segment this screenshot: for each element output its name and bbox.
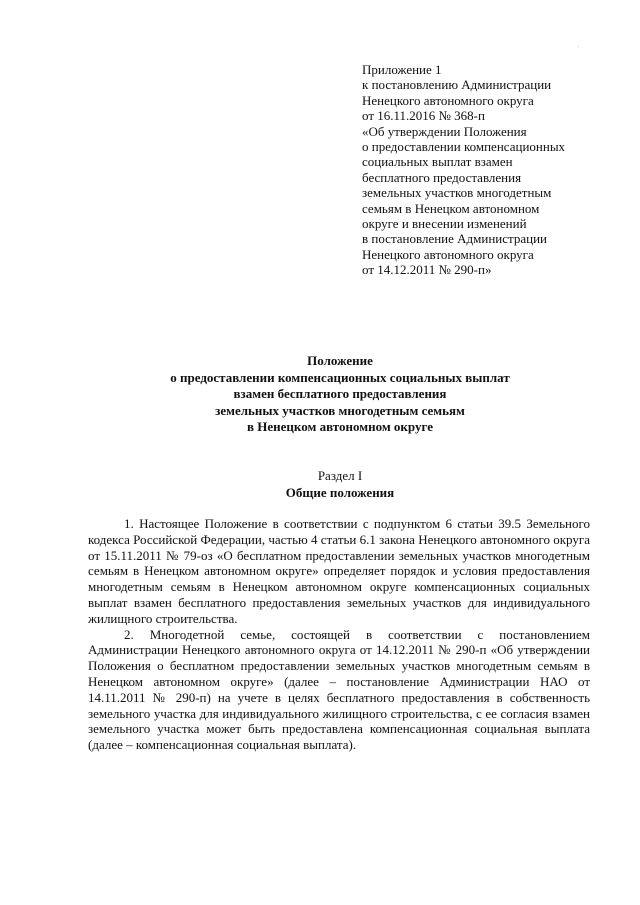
annex-line: социальных выплат взамен [362, 154, 513, 170]
annex-line: Ненецкого автономного округа [362, 246, 534, 262]
paragraph-2: 2. Многодетной семье, состоящей в соответствии с постановлением Администрации Ненецкого автономного округа от 14.12.2011 № 290-п «Об утверждении Положения о бесплатном предоставлении земельных участков многодетным семьям в Ненецком автономном округе» (далее – постановление Администрации НАО от 14.11.2011 № 290-п) на учете в целях бесплатного предоставления в собственность земельного участка для индивидуального жилищного строительства, с ее согласия взамен земельного участка может быть предоставлена компенсационная социальная выплата (далее – компенсационная социальная выплата). [88, 626, 590, 753]
section-label: Раздел I [317, 468, 363, 483]
scan-speck [578, 46, 579, 47]
annex-line: округе и внесении изменений [362, 216, 527, 232]
title-line: о предоставлении компенсационных социальных выплат [170, 369, 510, 385]
annex-line: семьям в Ненецком автономном [362, 200, 540, 216]
annex-line: Приложение 1 [362, 62, 442, 77]
annex-line: бесплатного предоставления [362, 169, 522, 185]
annex-line: к постановлению Администрации [362, 77, 552, 93]
annex-line: о предоставлении компенсационных [362, 139, 566, 155]
paragraph-1: 1. Настоящее Положение в соответствии с подпунктом 6 статьи 39.5 Земельного кодекса Российской Федерации, частью 4 статьи 6.1 закона Ненецкого автономного округа от 15.11.2011 № 79-оз «О бесплатном предоставлении земельных участков многодетным семьям в Ненецком автономном округе» определяет порядок и условия предоставления многодетным семьям в Ненецком автономном округе компенсационных социальных выплат взамен бесплатного предоставления земельных участков для индивидуального жилищного строительства. [88, 516, 590, 626]
title-line: в Ненецком автономном округе [247, 419, 433, 435]
annex-line: земельных участков многодетным [362, 185, 552, 201]
annex-line: Ненецкого автономного округа [362, 92, 534, 108]
document-title [80, 353, 600, 436]
annex-line: от 14.12.2011 № 290-п» [362, 262, 492, 278]
annex-line: в постановление Администрации [362, 231, 548, 247]
title-line: взамен бесплатного предоставления [233, 386, 447, 402]
annex-header [362, 62, 612, 278]
section-header [80, 467, 600, 501]
title-line: Положение [307, 353, 373, 368]
annex-line: от 16.11.2016 № 368-п [362, 108, 485, 124]
title-line: земельных участков многодетным семьям [215, 402, 465, 418]
annex-line: «Об утверждении Положения [362, 123, 527, 139]
document-body [88, 516, 590, 753]
section-heading: Общие положения [285, 485, 395, 500]
